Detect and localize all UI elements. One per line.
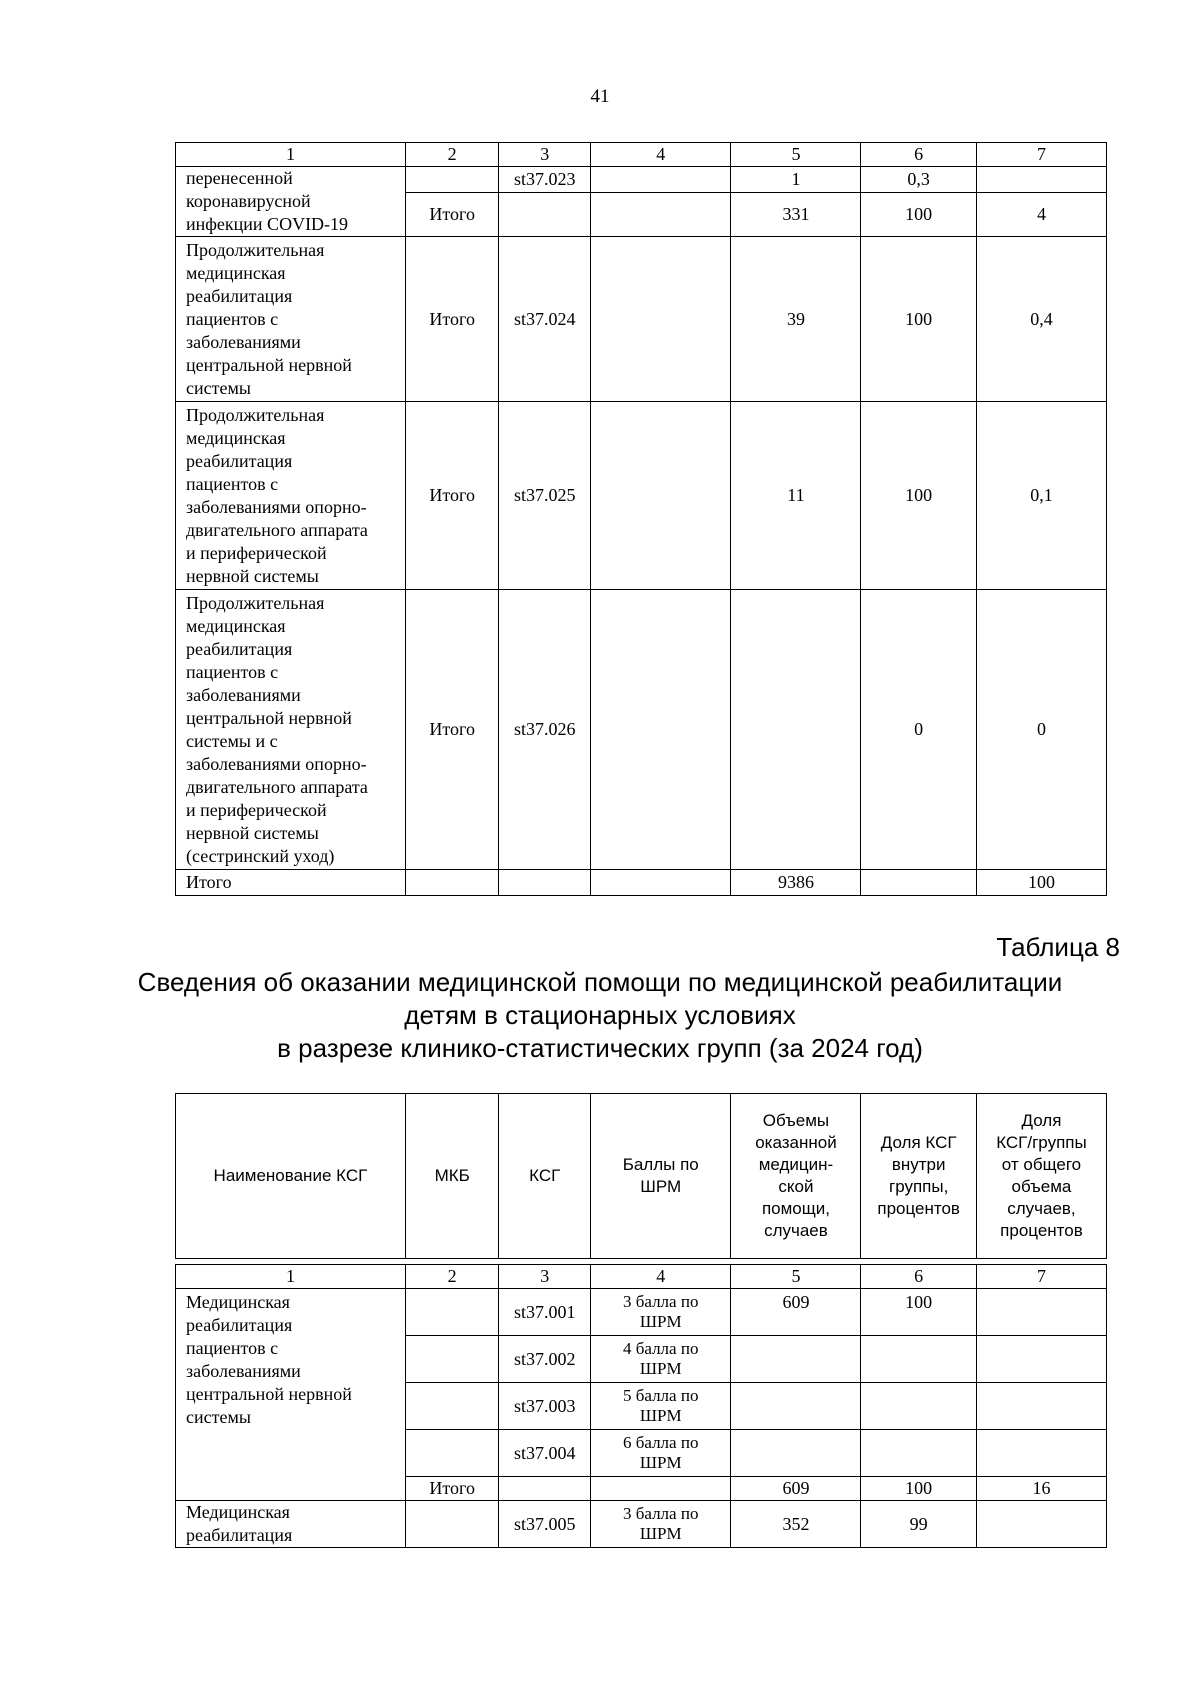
page-number: 41 xyxy=(590,86,610,107)
group-name-cell: Медицинская реабилитация пациентов с заболеваниями центральной нервной системы xyxy=(176,1289,406,1501)
col-number: 3 xyxy=(499,1265,591,1289)
mkb-cell: Итого xyxy=(405,402,499,590)
total-label: Итого xyxy=(176,870,406,896)
col-number: 3 xyxy=(499,143,591,167)
ksg-code-cell: st37.023 xyxy=(499,167,591,193)
header-score: Баллы по ШРМ xyxy=(591,1094,731,1259)
score-cell: 5 балла по ШРМ xyxy=(591,1383,731,1430)
col-number: 5 xyxy=(731,143,861,167)
volume-cell xyxy=(731,1336,861,1383)
group-name-cell: Продолжительная медицинская реабилитация пациентов с заболеваниями центральной нервной системы и с заболеваниями опорно- двигательного аппарата и периферической нервной системы (сестринский уход) xyxy=(176,590,406,870)
group-name-cell: перенесенной коронавирусной инфекции COVID-19 xyxy=(176,167,406,237)
share-total-cell xyxy=(976,1289,1106,1336)
col-number: 2 xyxy=(405,1265,499,1289)
ksg-code-cell: st37.026 xyxy=(499,590,591,870)
mkb-cell: Итого xyxy=(405,590,499,870)
total-label: Итого xyxy=(405,1477,499,1501)
ksg-code-cell: st37.002 xyxy=(499,1336,591,1383)
share-total-cell xyxy=(976,1430,1106,1477)
ksg-code-cell: st37.005 xyxy=(499,1501,591,1548)
ksg-code-cell: st37.024 xyxy=(499,237,591,402)
volume-cell: 609 xyxy=(731,1289,861,1336)
table-header xyxy=(175,1093,1107,1259)
mkb-cell xyxy=(405,167,499,193)
share-total-cell: 16 xyxy=(976,1477,1106,1501)
table-caption-line: в разрезе клинико-статистических групп (за 2024 год) xyxy=(277,1033,923,1063)
mkb-cell xyxy=(405,1430,499,1477)
share-in-group-cell: 99 xyxy=(861,1501,976,1548)
header-ksg: КСГ xyxy=(499,1094,591,1259)
group-name-cell: Продолжительная медицинская реабилитация пациентов с заболеваниями опорно- двигательного аппарата и периферической нервной системы xyxy=(176,402,406,590)
volume-cell: 609 xyxy=(731,1477,861,1501)
score-cell xyxy=(591,590,731,870)
table-8-body xyxy=(175,1264,1107,1548)
score-cell xyxy=(591,402,731,590)
score-cell: 3 балла по ШРМ xyxy=(591,1501,731,1548)
volume-cell xyxy=(731,1430,861,1477)
table-row xyxy=(176,1501,1107,1548)
ksg-code-cell: st37.004 xyxy=(499,1430,591,1477)
col-number: 2 xyxy=(405,143,499,167)
mkb-cell xyxy=(405,1383,499,1430)
share-in-group-cell xyxy=(861,1430,976,1477)
volume-cell: 352 xyxy=(731,1501,861,1548)
score-cell: 3 балла по ШРМ xyxy=(591,1289,731,1336)
share-in-group-cell: 100 xyxy=(861,1289,976,1336)
score-cell xyxy=(591,167,731,193)
score-cell: 6 балла по ШРМ xyxy=(591,1430,731,1477)
score-cell xyxy=(591,1477,731,1501)
col-number: 6 xyxy=(861,143,976,167)
table-caption-line: Сведения об оказании медицинской помощи по медицинской реабилитации xyxy=(137,967,1063,997)
score-cell xyxy=(591,237,731,402)
col-number: 4 xyxy=(591,143,731,167)
volume-cell xyxy=(731,1383,861,1430)
mkb-cell xyxy=(405,1289,499,1336)
share-total-cell: 0,4 xyxy=(976,237,1106,402)
ksg-code-cell: st37.003 xyxy=(499,1383,591,1430)
share-in-group-cell: 100 xyxy=(861,237,976,402)
share-total-cell: 0,1 xyxy=(976,402,1106,590)
header-volume: Объемы оказанной медицин- ской помощи, случаев xyxy=(731,1094,861,1259)
share-total-cell xyxy=(976,167,1106,193)
share-in-group-cell xyxy=(861,1336,976,1383)
mkb-cell: Итого xyxy=(405,237,499,402)
col-number: 1 xyxy=(176,1265,406,1289)
group-name-cell: Продолжительная медицинская реабилитация пациентов с заболеваниями центральной нервной системы xyxy=(176,237,406,402)
ksg-code-cell: st37.001 xyxy=(499,1289,591,1336)
share-total-cell: 0 xyxy=(976,590,1106,870)
volume-cell xyxy=(731,590,861,870)
header-row xyxy=(176,1094,1107,1259)
share-total-cell: 4 xyxy=(976,193,1106,237)
col-number: 4 xyxy=(591,1265,731,1289)
table-label: Таблица 8 xyxy=(996,932,1120,962)
table-caption-line: детям в стационарных условиях xyxy=(404,1000,796,1030)
header-ksg-name: Наименование КСГ xyxy=(176,1094,406,1259)
score-cell: 4 балла по ШРМ xyxy=(591,1336,731,1383)
col-number: 7 xyxy=(976,1265,1106,1289)
share-in-group-cell: 100 xyxy=(861,193,976,237)
header-share-total: Доля КСГ/группы от общего объема случаев, процентов xyxy=(976,1094,1106,1259)
total-share-cell: 100 xyxy=(976,870,1106,896)
table-row xyxy=(176,590,1107,870)
ksg-code-cell: st37.025 xyxy=(499,402,591,590)
col-number: 5 xyxy=(731,1265,861,1289)
share-in-group-cell xyxy=(861,1383,976,1430)
table-continuation xyxy=(175,142,1107,896)
share-total-cell xyxy=(976,1336,1106,1383)
table-row xyxy=(176,402,1107,590)
mkb-cell xyxy=(405,1336,499,1383)
mkb-cell xyxy=(405,1501,499,1548)
ksg-code-cell xyxy=(499,1477,591,1501)
share-in-group-cell: 100 xyxy=(861,1477,976,1501)
volume-cell: 11 xyxy=(731,402,861,590)
share-total-cell xyxy=(976,1383,1106,1430)
volume-cell: 1 xyxy=(731,167,861,193)
total-volume-cell: 9386 xyxy=(731,870,861,896)
share-in-group-cell: 0 xyxy=(861,590,976,870)
share-in-group-cell: 100 xyxy=(861,402,976,590)
volume-cell: 331 xyxy=(731,193,861,237)
header-mkb: МКБ xyxy=(405,1094,499,1259)
col-number: 7 xyxy=(976,143,1106,167)
volume-cell: 39 xyxy=(731,237,861,402)
total-row xyxy=(176,870,1107,896)
header-share-in-group: Доля КСГ внутри группы, процентов xyxy=(861,1094,976,1259)
score-cell xyxy=(591,193,731,237)
share-total-cell xyxy=(976,1501,1106,1548)
col-number: 6 xyxy=(861,1265,976,1289)
group-name-cell: Медицинская реабилитация xyxy=(176,1501,406,1548)
table-row xyxy=(176,237,1107,402)
column-numbers-row xyxy=(176,1265,1107,1289)
share-in-group-cell: 0,3 xyxy=(861,167,976,193)
ksg-code-cell xyxy=(499,193,591,237)
col-number: 1 xyxy=(176,143,406,167)
column-numbers-row xyxy=(176,143,1107,167)
table-row xyxy=(176,167,1107,193)
mkb-cell: Итого xyxy=(405,193,499,237)
table-row xyxy=(176,1289,1107,1336)
